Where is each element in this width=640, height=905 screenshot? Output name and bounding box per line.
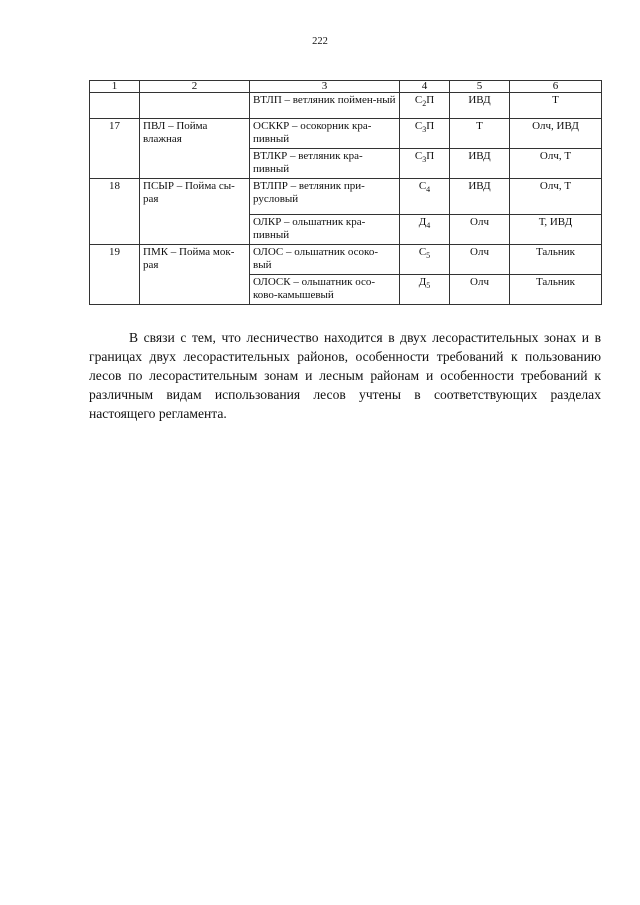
- group-name: ПВЛ – Пойма влажная: [140, 119, 250, 179]
- group-number: 19: [90, 245, 140, 305]
- page-number: 222: [312, 36, 328, 47]
- forest-type: ОЛОСК – ольшатник осо-ково-камышевый: [250, 275, 400, 305]
- group-name: ПМК – Пойма мок-рая: [140, 245, 250, 305]
- main-species: Олч: [450, 245, 510, 275]
- accompanying-species: Тальник: [510, 275, 602, 305]
- column-header: 2: [140, 81, 250, 93]
- site-code: $С_3П$: [400, 119, 450, 149]
- column-header: 3: [250, 81, 400, 93]
- forest-type: ВТЛПР – ветляник при-русловый: [250, 179, 400, 215]
- site-code: $С_4$: [400, 179, 450, 215]
- site-code: $Д_5$: [400, 275, 450, 305]
- site-code: $Д_4$: [400, 215, 450, 245]
- group-number: 18: [90, 179, 140, 245]
- group-number: [90, 93, 140, 119]
- column-header: 4: [400, 81, 450, 93]
- forest-type: ОЛОС – ольшатник осоко-вый: [250, 245, 400, 275]
- main-species: Т: [450, 119, 510, 149]
- accompanying-species: Т: [510, 93, 602, 119]
- table-row: [90, 245, 602, 275]
- body-paragraph: В связи с тем, что лесничество находится в двух лесорастительных зонах и в границах двух лесорастительных районов, особенности требований к пользованию лесов по лесорастительным зонам и лесным районам и особенности требований к различным видам использования лесов учтены в соответствующих разделах настоящего регламента.: [89, 330, 601, 421]
- site-code: $С_3П$: [400, 149, 450, 179]
- column-header: 6: [510, 81, 602, 93]
- site-code: $С_2П$: [400, 93, 450, 119]
- accompanying-species: Олч, ИВД: [510, 119, 602, 149]
- table-row: [90, 93, 602, 119]
- forest-types-table: [89, 80, 602, 305]
- main-species: ИВД: [450, 179, 510, 215]
- column-header: 1: [90, 81, 140, 93]
- main-species: Олч: [450, 215, 510, 245]
- column-header: 5: [450, 81, 510, 93]
- group-number: 17: [90, 119, 140, 179]
- group-name: ПСЫР – Пойма сы-рая: [140, 179, 250, 245]
- forest-type: ОЛКР – ольшатник кра-пивный: [250, 215, 400, 245]
- forest-type: ВТЛП – ветляник поймен-ный: [250, 93, 400, 119]
- main-species: ИВД: [450, 149, 510, 179]
- main-species: ИВД: [450, 93, 510, 119]
- table-header-row: [90, 81, 602, 93]
- group-name: [140, 93, 250, 119]
- site-code: $С_5$: [400, 245, 450, 275]
- table-row: [90, 179, 602, 215]
- forest-type: ВТЛКР – ветляник кра-пивный: [250, 149, 400, 179]
- forest-type: ОСККР – осокорник кра-пивный: [250, 119, 400, 149]
- accompanying-species: Т, ИВД: [510, 215, 602, 245]
- accompanying-species: Олч, Т: [510, 179, 602, 215]
- accompanying-species: Олч, Т: [510, 149, 602, 179]
- table-row: [90, 119, 602, 149]
- accompanying-species: Тальник: [510, 245, 602, 275]
- main-species: Олч: [450, 275, 510, 305]
